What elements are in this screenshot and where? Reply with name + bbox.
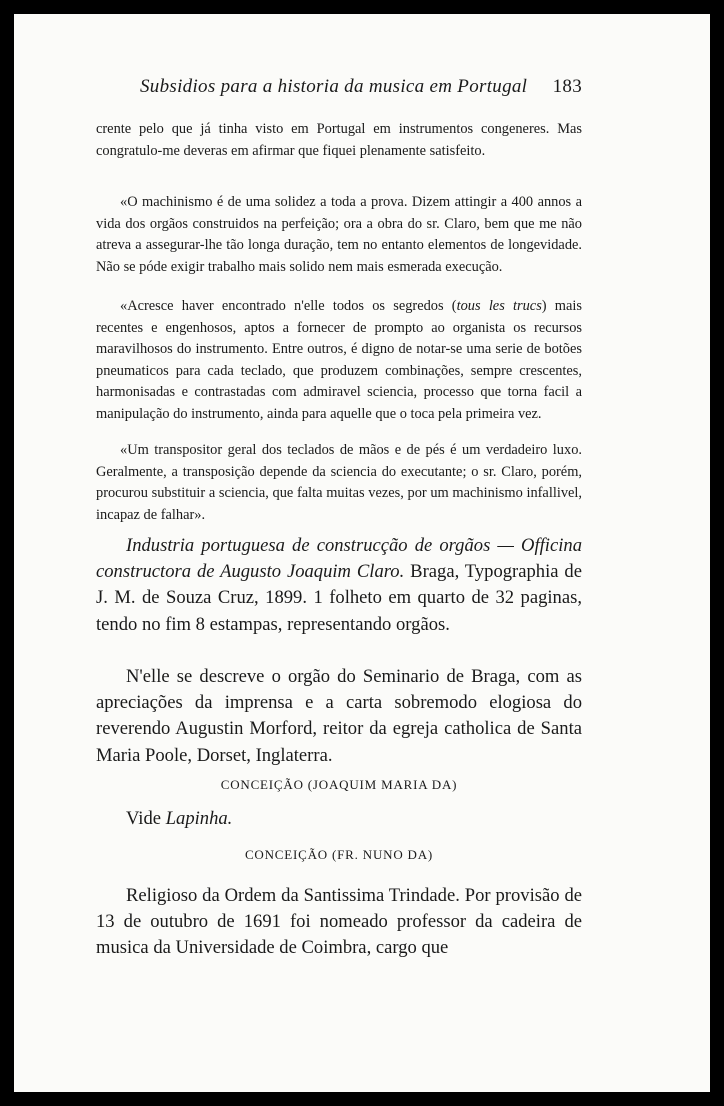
paragraph-seminario: N'elle se descreve o orgão do Seminario de Braga, com as apreciações da imprensa e a carta sobremodo elogiosa do reverendo Augustin Morford, reitor da egreja catholica de Santa Maria Poole, Dorset, Inglaterra. [96,666,582,766]
paragraph-machinismo: «O machinismo é de uma solidez a toda a prova. Dizem attingir a 400 annos a vida dos orgãos construidos na perfeição; ora a obra do sr. Claro, bem que me não atreva a assegurar-lhe tão longa duração, tem no entanto elementos de longevidade. Não se póde exigir trabalho mais solido nem mais esmerada execução. [96,194,582,275]
book-title-italic: Industria portuguesa de construcção de orgãos — Officina constructora de Augusto Joaquim Claro. [96,535,582,583]
book-details: Braga, Typographia de J. M. de Souza Cruz, 1899. 1 folheto em quarto de 32 paginas, tendo no fim 8 estampas, representando orgãos. [96,561,582,635]
paragraph-continued-quote: crente pelo que já tinha visto em Portugal em instrumentos congeneres. Mas congratulo-me deveras em afirmar que fiquei plenamente satisfeito. [96,121,582,159]
book-page [14,14,710,1092]
vide-text: Vide [126,808,166,829]
paragraph-segredos-part2: ) mais recentes e engenhosos, aptos a fornecer de prompto ao organista os recursos maravilhosos do instrumento. Entre outros, é digno de notar-se uma serie de botões pneumaticos para cada teclado, que produzem combinações, sempre crescentes, harmonisadas e contrastadas com admiravel sciencia, processo que torna facil a manipulação do instrumento, ainda para aquelle que o toca pela primeira vez. [96,298,582,422]
vide-reference: Lapinha. [165,808,233,829]
paragraph-segredos-part1: «Acresce haver encontrado n'elle todos os segredos ( [120,298,457,314]
running-header [140,76,582,106]
entry-heading-nuno: CONCEIÇÃO (FR. NUNO DA) [244,847,434,862]
running-title: Subsidios para a historia da musica em Portugal [140,76,528,97]
paragraph-religioso: Religioso da Ordem da Santissima Trindade. Por provisão de 13 de outubro de 1691 foi nomeado professor da cadeira de musica da Universidade de Coimbra, cargo que [96,885,582,959]
paragraph-transpositor: «Um transpositor geral dos teclados de mãos e de pés é um verdadeiro luxo. Geralmente, a transposição depende da sciencia do executante; o sr. Claro, porém, procurou substituir a sciencia, que falta muitas vezes, por um machinismo infallivel, incapaz de falhar». [96,442,582,523]
paragraph-industria [96,533,582,638]
page-number: 183 [552,76,582,97]
paragraph-segredos [96,296,582,425]
paragraph-segredos-italic: tous les trucs [456,298,542,314]
paragraph-vide [96,806,582,832]
entry-heading-joaquim: CONCEIÇÃO (JOAQUIM MARIA DA) [220,777,458,792]
